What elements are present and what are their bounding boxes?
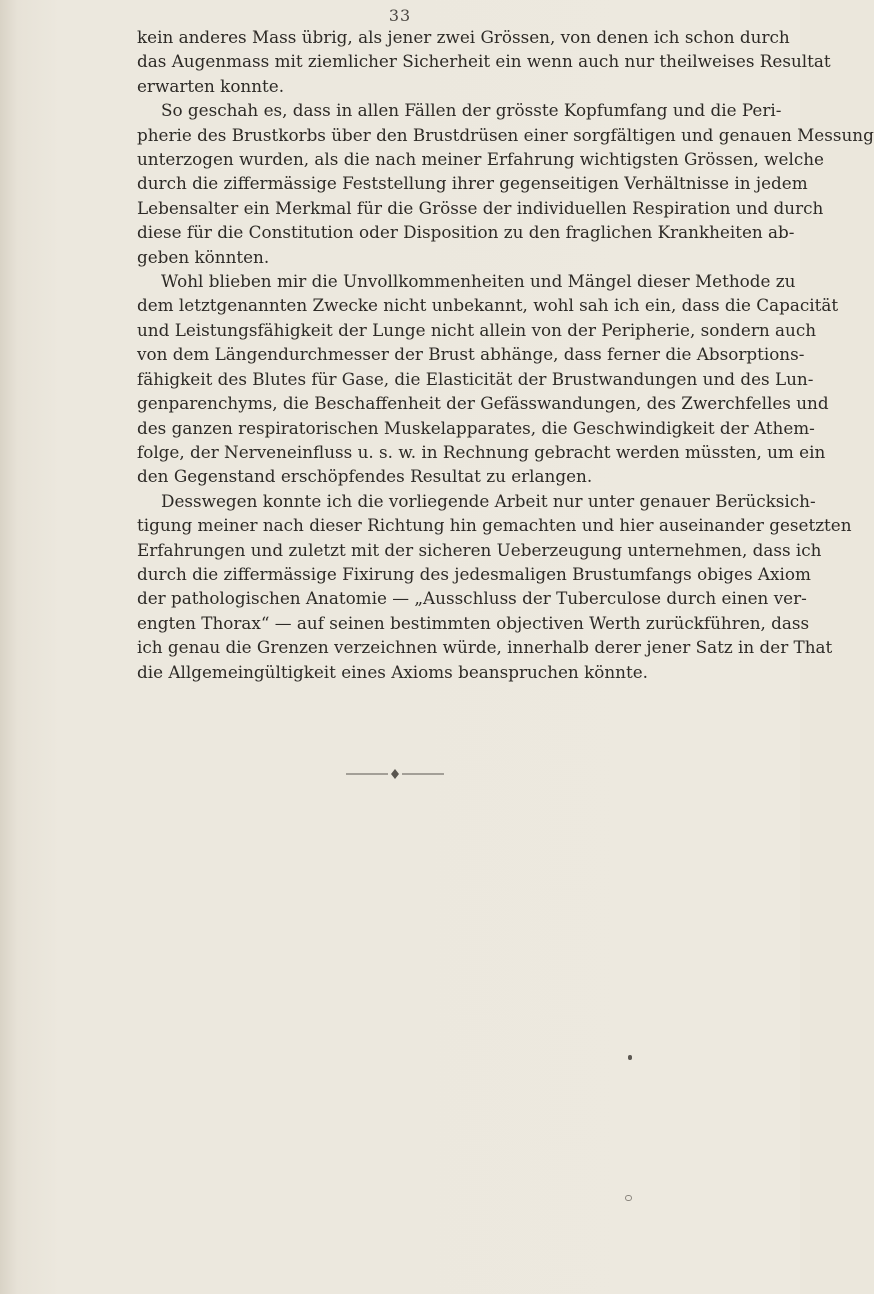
text-line: diese für die Constitution oder Disposition zu den fraglichen Krankheiten ab- [137, 222, 795, 243]
text-line: von dem Längendurchmesser der Brust abhänge, dass ferner die Absorptions- [137, 344, 805, 365]
text-line: Wohl blieben mir die Unvollkommenheiten und Mängel dieser Methode zu [161, 271, 796, 292]
text-line: dem letztgenannten Zwecke nicht unbekannt, wohl sah ich ein, dass die Capacität [137, 295, 839, 316]
text-line: geben könnten. [137, 246, 270, 267]
paragraph-4 [137, 489, 852, 684]
paragraph-2 [137, 98, 874, 269]
text-line: unterzogen wurden, als die nach meiner Erfahrung wichtigsten Grössen, welche [137, 149, 824, 170]
text-line: fähigkeit des Blutes für Gase, die Elasticität der Brustwandungen und des Lun- [137, 368, 814, 389]
text-line: Desswegen konnte ich die vorliegende Arbeit nur unter genauer Berücksich- [161, 490, 816, 511]
text-line: engten Thorax“ — auf seinen bestimmten objectiven Werth zurückführen, dass [137, 612, 810, 633]
text-line: durch die ziffermässige Feststellung ihrer gegenseitigen Verhältnisse in jedem [137, 173, 808, 194]
divider-ornament-icon [340, 768, 450, 780]
text-line: Lebensalter ein Merkmal für die Grösse der individuellen Respiration und durch [137, 197, 824, 218]
text-line: erwarten konnte. [137, 75, 285, 96]
paragraph-3 [137, 269, 839, 489]
text-line: des ganzen respiratorischen Muskelapparates, die Geschwindigkeit der Athem- [137, 417, 815, 438]
text-line: folge, der Nerveneinfluss u. s. w. in Rechnung gebracht werden müssten, um ein [137, 441, 826, 462]
text-line: das Augenmass mit ziemlicher Sicherheit ein wenn auch nur theilweises Resultat [137, 51, 831, 72]
text-line: der pathologischen Anatomie — „Ausschluss der Tuberculose durch einen ver- [137, 588, 807, 609]
section-divider-ornament-icon [340, 768, 450, 783]
text-line: So geschah es, dass in allen Fällen der grösste Kopfumfang und die Peri- [161, 100, 782, 121]
text-line: durch die ziffermässige Fixirung des jedesmaligen Brustumfangs obiges Axiom [137, 563, 811, 584]
text-line: kein anderes Mass übrig, als jener zwei Grössen, von denen ich schon durch [137, 27, 790, 47]
text-line: den Gegenstand erschöpfendes Resultat zu erlangen. [137, 466, 593, 487]
text-line: die Allgemeingültigkeit eines Axioms beanspruchen könnte. [137, 661, 648, 682]
text-line: ich genau die Grenzen verzeichnen würde, innerhalb derer jener Satz in der That [137, 637, 833, 658]
page-number: 33 [388, 6, 412, 25]
body-text [137, 25, 874, 684]
text-line: pherie des Brustkorbs über den Brustdrüsen einer sorgfältigen und genauen Messung [137, 124, 874, 145]
scan-speck [625, 1195, 632, 1201]
text-line: und Leistungsfähigkeit der Lunge nicht allein von der Peripherie, sondern auch [137, 319, 817, 340]
text-line: genparenchyms, die Beschaffenheit der Gefässwandungen, des Zwerchfelles und [137, 393, 829, 414]
text-line: Erfahrungen und zuletzt mit der sicheren Ueberzeugung unternehmen, dass ich [137, 539, 822, 560]
text-line: tigung meiner nach dieser Richtung hin gemachten und hier auseinander gesetzten [137, 515, 852, 536]
scan-speck [628, 1055, 632, 1060]
paragraph-1 [137, 25, 831, 98]
